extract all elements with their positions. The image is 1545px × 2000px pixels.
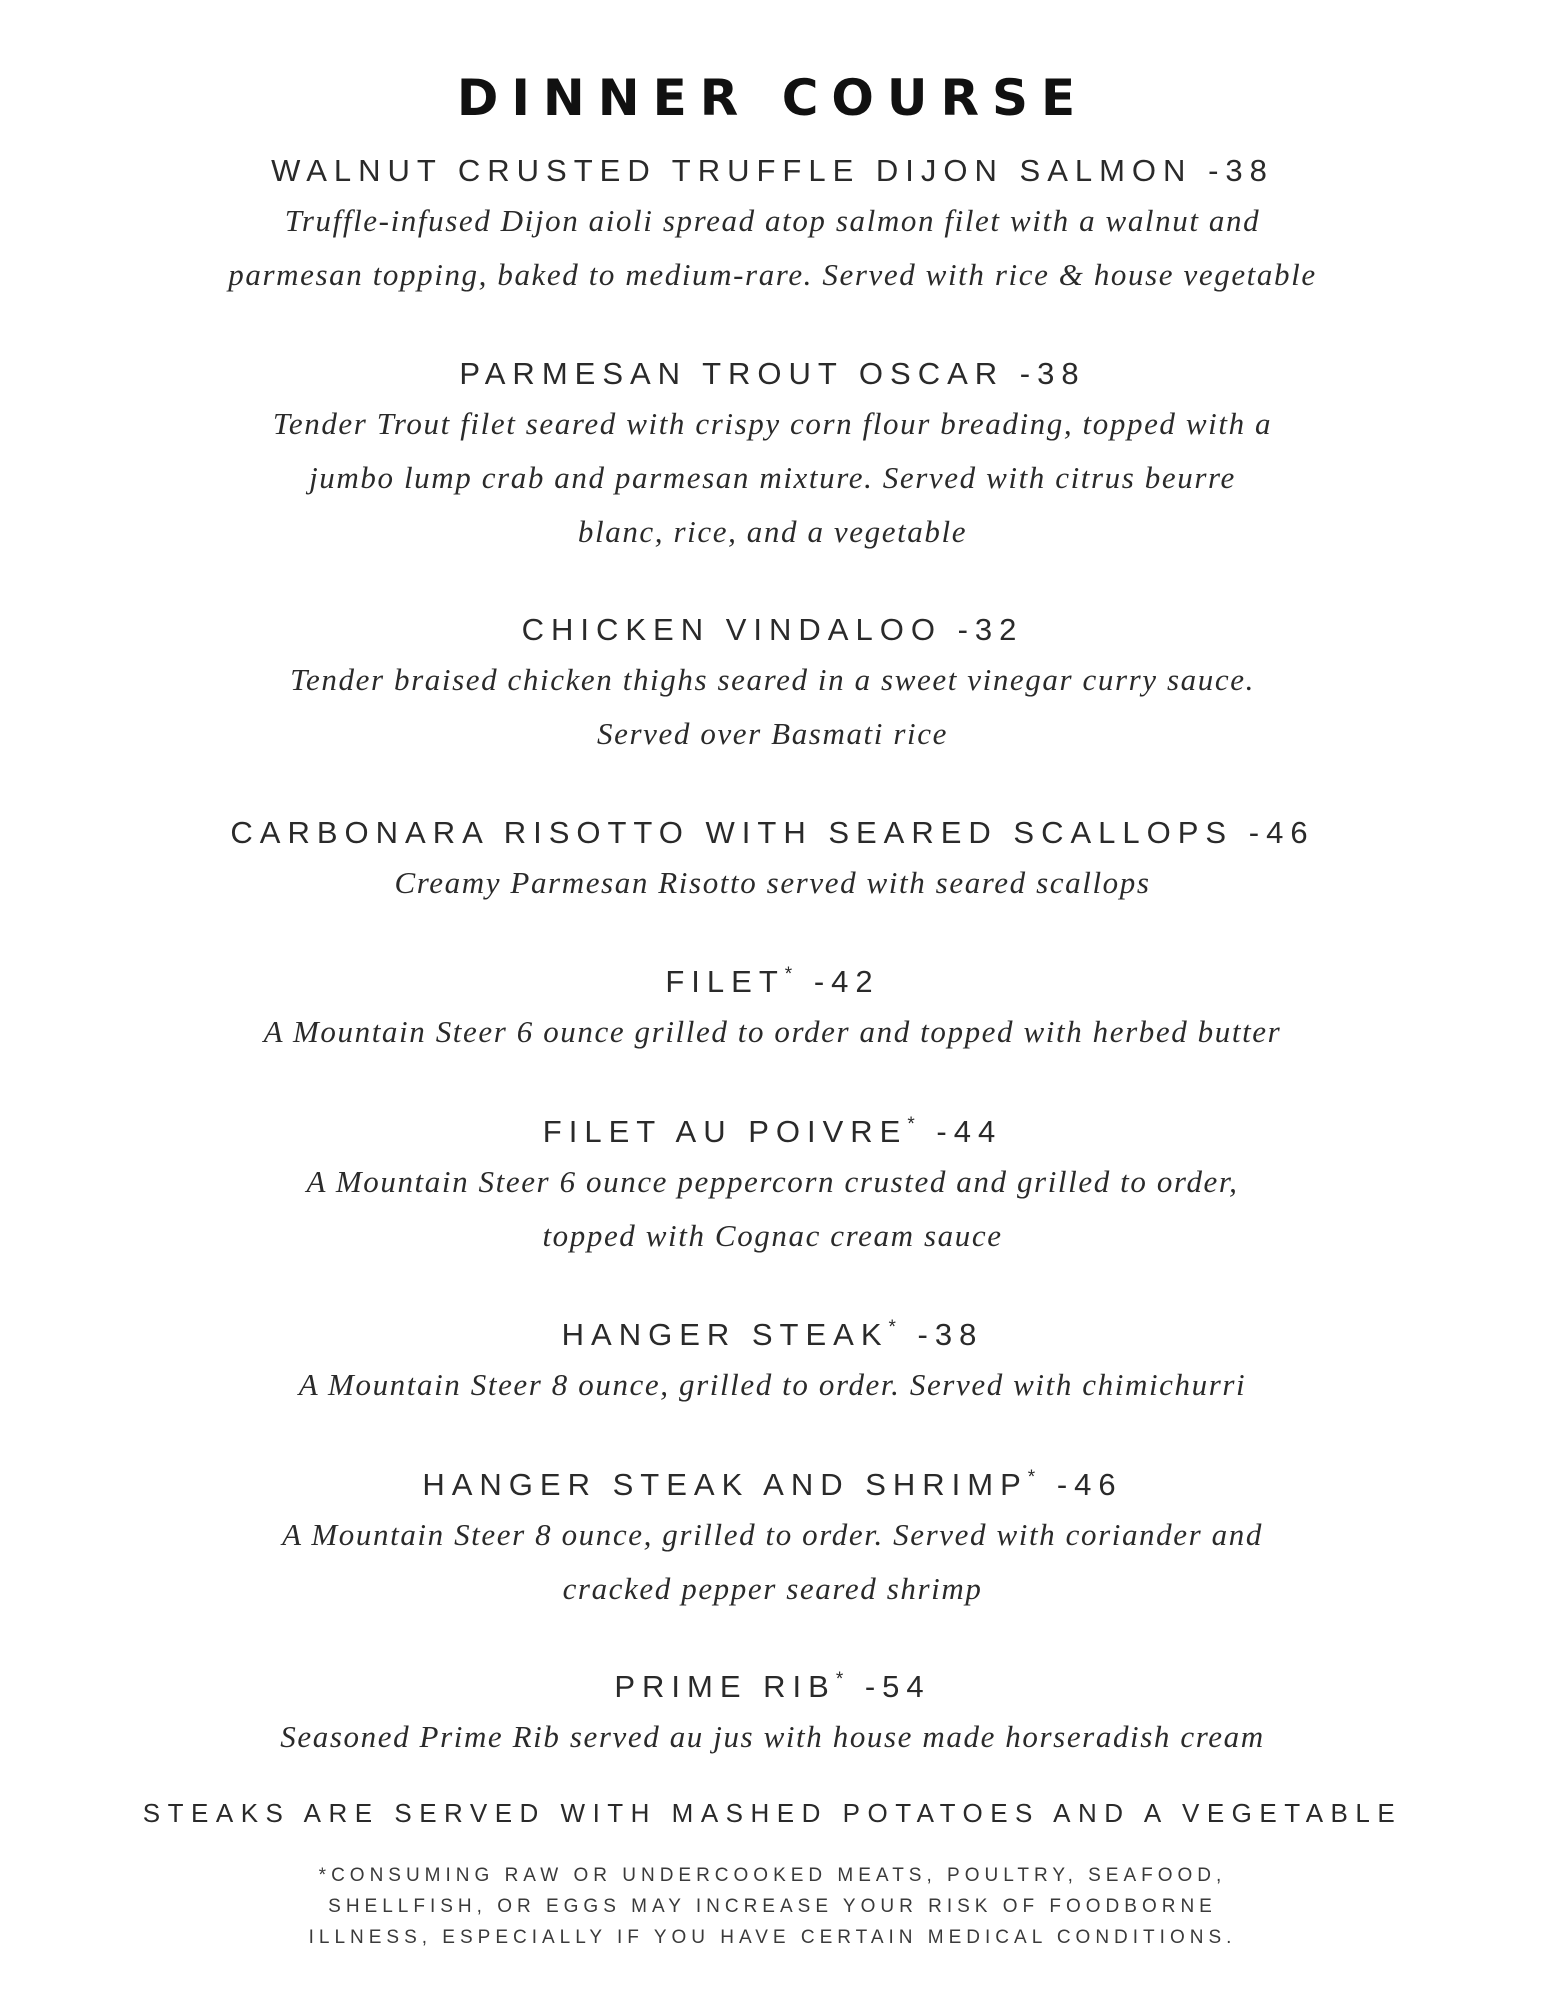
menu-item — [0, 1307, 1545, 1412]
menu-item-name: WALNUT CRUSTED TRUFFLE DIJON SALMON -38 — [271, 153, 1274, 188]
menu-item-description: A Mountain Steer 8 ounce, grilled to order. Served with coriander and cracked pepper seared shrimp — [282, 1517, 1263, 1606]
menu-item-price: -46 — [1248, 815, 1315, 850]
menu-item — [0, 346, 1545, 559]
menu-item-price: -38 — [917, 1317, 984, 1352]
menu-item — [0, 143, 1545, 302]
menu-item — [0, 805, 1545, 910]
menu-item-name: CHICKEN VINDALOO -32 — [521, 612, 1024, 647]
page-title: DINNER COURSE — [456, 69, 1089, 127]
food-safety-disclaimer: *CONSUMING RAW OR UNDERCOOKED MEATS, POULTRY, SEAFOOD, SHELLFISH, OR EGGS MAY INCREASE YOUR RISK OF FOODBORNE ILLNESS, ESPECIALLY IF YOU HAVE CERTAIN MEDICAL CONDITIONS. — [308, 1865, 1237, 1948]
menu-item-price: -32 — [957, 612, 1024, 647]
menu-item-name: PARMESAN TROUT OSCAR -38 — [459, 356, 1086, 391]
menu-item — [0, 1457, 1545, 1616]
menu-item — [0, 954, 1545, 1059]
menu-item-name: FILET* -42 — [665, 964, 880, 999]
menu-item-description: A Mountain Steer 6 ounce grilled to order and topped with herbed butter — [263, 1014, 1282, 1049]
menu-item-name: PRIME RIB* -54 — [614, 1669, 931, 1704]
menu-item — [0, 602, 1545, 761]
steaks-note: STEAKS ARE SERVED WITH MASHED POTATOES AND A VEGETABLE — [142, 1798, 1403, 1828]
menu-item-price: -46 — [1056, 1467, 1123, 1502]
menu-item-description: Creamy Parmesan Risotto served with seared scallops — [394, 865, 1151, 900]
menu-item — [0, 1659, 1545, 1764]
menu-item-price: -38 — [1019, 356, 1086, 391]
menu-item-price: -38 — [1208, 153, 1274, 188]
menu-item-name: HANGER STEAK* -38 — [561, 1317, 984, 1352]
menu-item-description: Tender braised chicken thighs seared in a sweet vinegar curry sauce. Served over Basmati rice — [290, 662, 1255, 751]
menu-item — [0, 1104, 1545, 1263]
menu-item-name: CARBONARA RISOTTO WITH SEARED SCALLOPS -46 — [230, 815, 1315, 850]
menu-item-price: -42 — [813, 964, 880, 999]
menu-item-price: -54 — [864, 1669, 931, 1704]
menu-item-description: Truffle-infused Dijon aioli spread atop salmon filet with a walnut and parmesan topping, baked to medium-rare. Served with rice & house vegetable — [228, 203, 1317, 292]
menu-item-name: FILET AU POIVRE* -44 — [542, 1114, 1003, 1149]
menu-item-description: A Mountain Steer 8 ounce, grilled to order. Served with chimichurri — [298, 1367, 1247, 1402]
menu-item-description: Seasoned Prime Rib served au jus with house made horseradish cream — [280, 1719, 1265, 1754]
menu-item-price: -44 — [936, 1114, 1003, 1149]
menu-item-name: HANGER STEAK AND SHRIMP* -46 — [422, 1467, 1123, 1502]
menu-item-description: Tender Trout filet seared with crispy corn flour breading, topped with a jumbo lump crab and parmesan mixture. Served with citrus beurre blanc, rice, and a vegetable — [272, 406, 1273, 549]
menu-item-description: A Mountain Steer 6 ounce peppercorn crusted and grilled to order, topped with Cognac cream sauce — [306, 1164, 1239, 1253]
